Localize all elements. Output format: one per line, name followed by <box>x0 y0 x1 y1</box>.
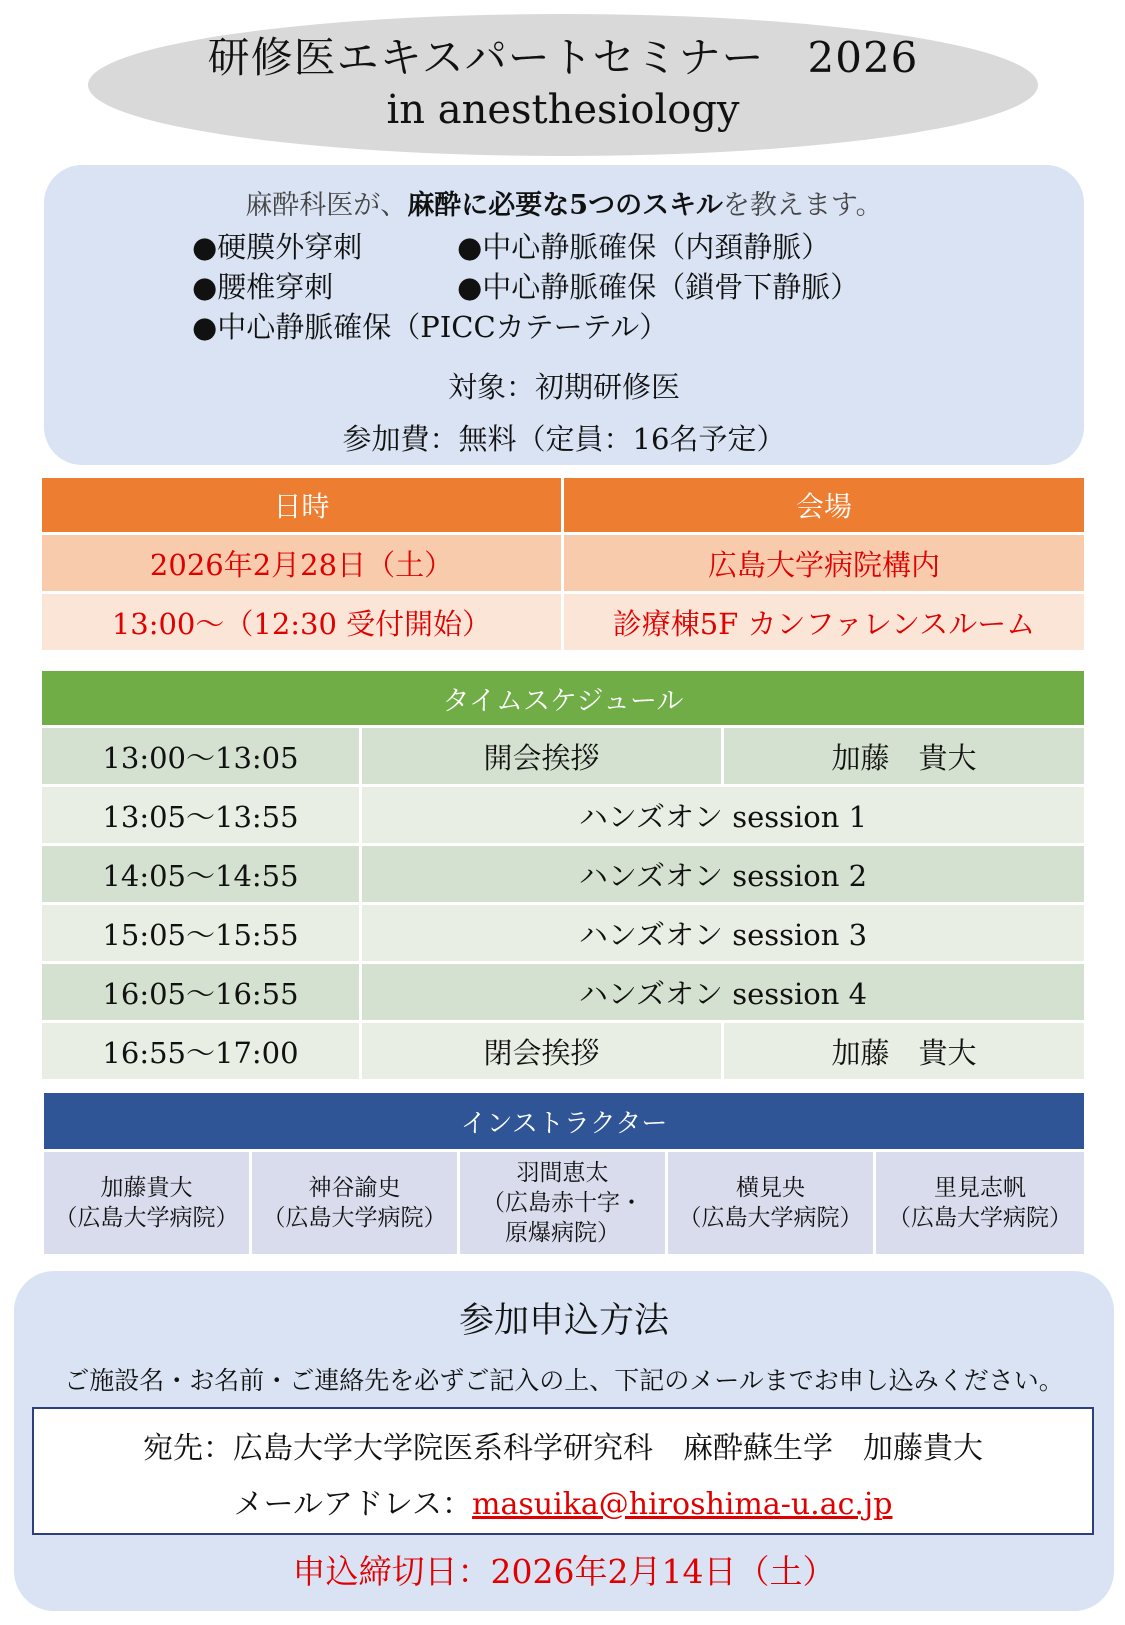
instructor-name: 神谷諭史 <box>308 1175 401 1201</box>
contact-box <box>32 1407 1094 1535</box>
schedule-event: ハンズオン session 2 <box>362 846 1084 902</box>
instructor-name: 横見央 <box>736 1175 805 1201</box>
intro-lead-suffix: を教えます。 <box>722 190 883 221</box>
instructor-affiliation: （広島赤十字・ <box>482 1190 643 1216</box>
instructor-affiliation-2: 原爆病院） <box>505 1220 620 1246</box>
schedule-event: ハンズオン session 3 <box>362 905 1084 961</box>
instructors-header: インストラクター <box>44 1093 1084 1149</box>
schedule-time: 14:05～14:55 <box>42 846 359 902</box>
schedule-event: ハンズオン session 4 <box>362 964 1084 1020</box>
schedule-time: 15:05～15:55 <box>42 905 359 961</box>
datetime-header-row <box>42 478 1084 532</box>
instructors-row <box>44 1152 1084 1254</box>
instructor-name: 加藤貴大 <box>100 1175 193 1201</box>
schedule-time: 16:55～17:00 <box>42 1023 359 1079</box>
table-row <box>42 591 1084 650</box>
table-row <box>42 1023 1084 1079</box>
instructor-name: 羽間恵太 <box>516 1160 609 1186</box>
instructor-name: 里見志帆 <box>934 1175 1026 1201</box>
table-row <box>42 532 1084 591</box>
intro-lead-prefix: 麻酔科医が、 <box>245 190 408 221</box>
schedule-event: 開会挨拶 <box>362 728 721 784</box>
instructor-affiliation: （広島大学病院） <box>54 1205 239 1231</box>
schedule-time: 13:05～13:55 <box>42 787 359 843</box>
page-subtitle: in anesthesiology <box>386 87 740 133</box>
skill-item: ●硬膜外穿刺 <box>192 230 363 264</box>
skill-item: ●中心静脈確保（鎖骨下静脈） <box>457 270 860 304</box>
table-row <box>42 905 1084 961</box>
instructor-affiliation: （広島大学病院） <box>262 1205 447 1231</box>
schedule-table <box>42 671 1084 1079</box>
instructor-card <box>460 1152 665 1254</box>
application-note: ご施設名・お名前・ご連絡先を必ずご記入の上、下記のメールまでお申し込みください。 <box>64 1366 1064 1395</box>
header-venue: 会場 <box>564 478 1084 532</box>
email-label: メールアドレス： <box>233 1487 473 1522</box>
schedule-time: 13:00～13:05 <box>42 728 359 784</box>
table-row <box>42 846 1084 902</box>
instructor-card <box>876 1152 1084 1254</box>
table-row <box>42 787 1084 843</box>
contact-email-line <box>34 1479 1092 1523</box>
schedule-time: 16:05～16:55 <box>42 964 359 1020</box>
email-link[interactable]: masuika@hiroshima-u.ac.jp <box>472 1487 893 1522</box>
title-banner <box>88 14 1038 156</box>
instructor-affiliation: （広島大学病院） <box>888 1205 1072 1231</box>
instructor-card <box>668 1152 873 1254</box>
datetime-table <box>42 478 1084 650</box>
intro-lead <box>44 183 1084 222</box>
event-venue: 広島大学病院構内 <box>564 535 1084 591</box>
application-title: 参加申込方法 <box>458 1301 669 1341</box>
schedule-person: 加藤 貴大 <box>724 728 1084 784</box>
schedule-event: 閉会挨拶 <box>362 1023 721 1079</box>
skill-item: ●中心静脈確保（内頚静脈） <box>457 230 831 264</box>
contact-recipient: 宛先：広島大学大学院医系科学研究科 麻酔蘇生学 加藤貴大 <box>143 1431 983 1466</box>
schedule-person: 加藤 貴大 <box>724 1023 1084 1079</box>
event-date: 2026年2月28日（土） <box>42 535 561 591</box>
instructors-table <box>44 1093 1084 1254</box>
header-date: 日時 <box>42 478 561 532</box>
skill-item: ●腰椎穿刺 <box>192 270 334 304</box>
schedule-event: ハンズオン session 1 <box>362 787 1084 843</box>
application-panel <box>14 1271 1114 1611</box>
instructor-affiliation: （広島大学病院） <box>678 1205 863 1231</box>
table-row <box>42 964 1084 1020</box>
event-room: 診療棟5F カンファレンスルーム <box>564 594 1084 650</box>
intro-panel <box>44 165 1084 465</box>
target-audience: 対象：初期研修医 <box>447 370 680 404</box>
table-row <box>42 728 1084 784</box>
skill-item: ●中心静脈確保（PICCカテーテル） <box>192 310 669 344</box>
fee-info: 参加費：無料（定員：16名予定） <box>342 422 786 456</box>
event-time: 13:00～（12:30 受付開始） <box>42 594 561 650</box>
page-title: 研修医エキスパートセミナー 2026 <box>207 33 919 82</box>
instructor-card <box>44 1152 249 1254</box>
instructor-card <box>252 1152 457 1254</box>
schedule-header: タイムスケジュール <box>42 671 1084 725</box>
application-deadline: 申込締切日：2026年2月14日（土） <box>292 1552 836 1591</box>
intro-lead-bold: 麻酔に必要な5つのスキル <box>407 190 723 221</box>
